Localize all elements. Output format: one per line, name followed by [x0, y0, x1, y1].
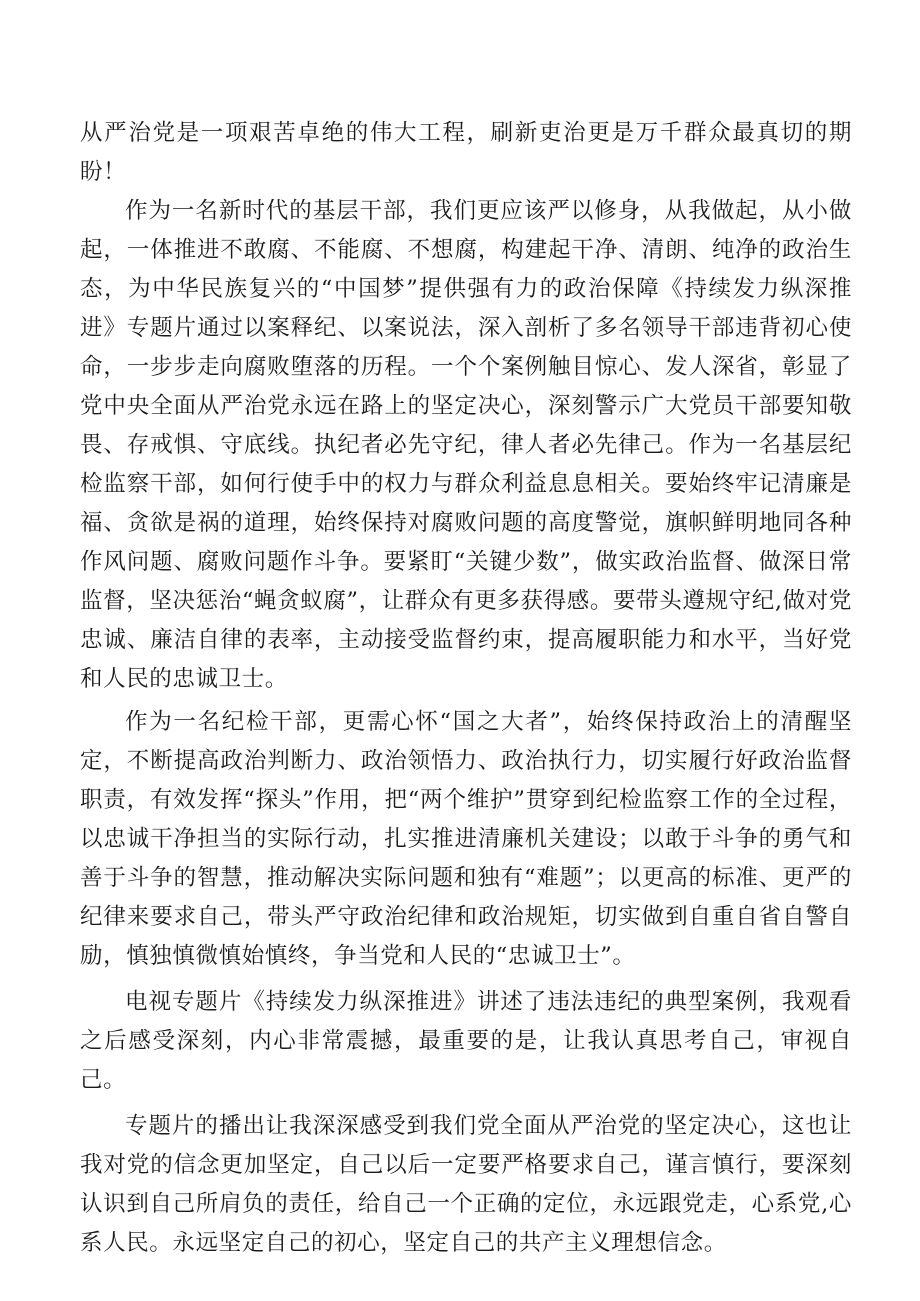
paragraph-5: 专题片的播出让我深深感受到我们党全面从严治党的坚定决心，这也让我对党的信念更加坚定，自己以后一定要严格要求自己，谨言慎行，要深刻认识到自己所肩负的责任，给自己一个正确的定位，永远跟党走，心系党,心系人民。永远坚定自己的初心，坚定自己的共产主义理想信念。: [80, 1113, 852, 1256]
paragraph-1: 从严治党是一项艰苦卓绝的伟大工程，刷新吏治更是万千群众最真切的期盼！: [80, 120, 852, 185]
paragraph-3: 作为一名纪检干部，更需心怀“国之大者”，始终保持政治上的清醒坚定，不断提高政治判断力、政治领悟力、政治执行力，切实履行好政治监督职责，有效发挥“探头”作用，把“两个维护”贯穿到纪检监察工作的全过程，以忠诚干净担当的实际行动，扎实推进清廉机关建设；以敢于斗争的勇气和善于斗争的智慧，推动解决实际问题和独有“难题”；以更高的标准、更严的纪律来要求自己，带头严守政治纪律和政治规矩，切实做到自重自省自警自励，慎独慎微慎始慎终，争当党和人民的“忠诚卫士”。: [80, 709, 852, 969]
paragraph-4: 电视专题片《持续发力纵深推进》讲述了违法违纪的典型案例，我观看之后感受深刻，内心非常震撼，最重要的是，让我认真思考自己，审视自己。: [80, 989, 852, 1093]
document-body: [80, 114, 852, 1263]
paragraph-2: 作为一名新时代的基层干部，我们更应该严以修身，从我做起，从小做起，一体推进不敢腐、不能腐、不想腐，构建起干净、清朗、纯净的政治生态，为中华民族复兴的“中国梦”提供强有力的政治保障《持续发力纵深推进》专题片通过以案释纪、以案说法，深入剖析了多名领导干部违背初心使命，一步步走向腐败堕落的历程。一个个案例触目惊心、发人深省，彰显了党中央全面从严治党永远在路上的坚定决心，深刻警示广大党员干部要知敬畏、存戒惧、守底线。执纪者必先守纪，律人者必先律己。作为一名基层纪检监察干部，如何行使手中的权力与群众利益息息相关。要始终牢记清廉是福、贪欲是祸的道理，始终保持对腐败问题的高度警觉，旗帜鲜明地同各种作风问题、腐败问题作斗争。要紧盯“关键少数”，做实政治监督、做深日常监督，坚决惩治“蝇贪蚁腐”，让群众有更多获得感。要带头遵规守纪,做对党忠诚、廉洁自律的表率，主动接受监督约束，提高履职能力和水平，当好党和人民的忠诚卫士。: [80, 198, 852, 692]
